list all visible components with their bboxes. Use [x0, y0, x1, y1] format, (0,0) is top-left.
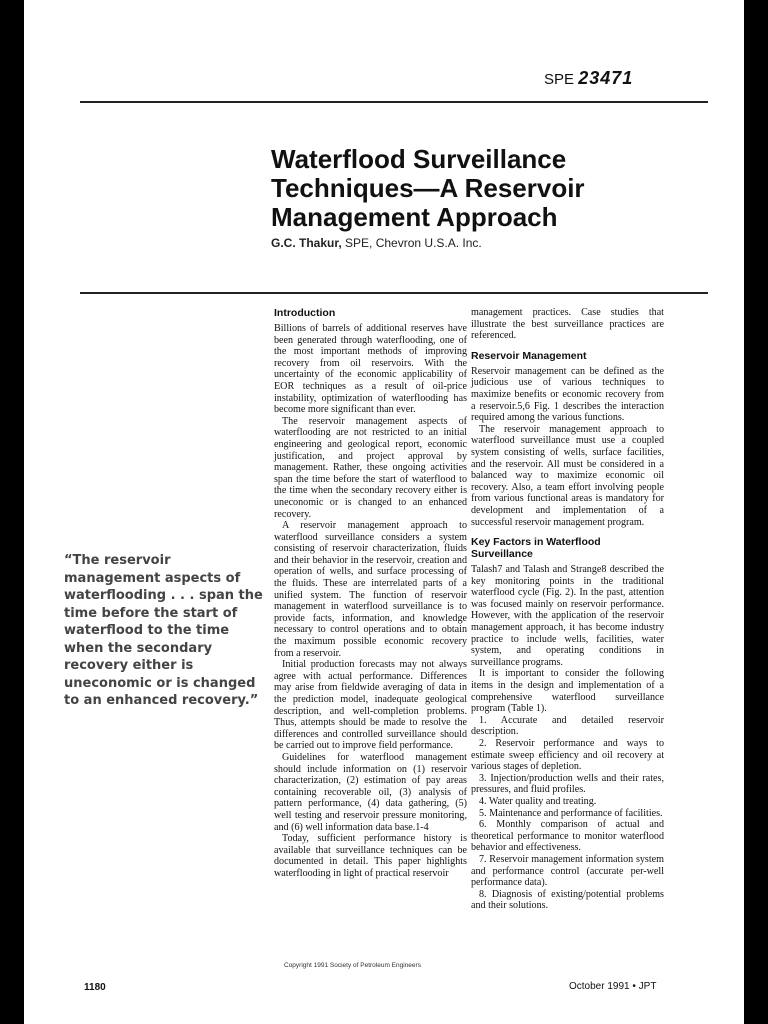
spe-prefix: SPE [544, 71, 575, 88]
section-heading-key-factors: Key Factors in Waterflood Surveillance [471, 536, 601, 561]
list-item: 7. Reservoir management information system and performance control (accurate per-well performance data). [471, 853, 664, 889]
copyright-notice: Copyright 1991 Society of Petroleum Engineers [284, 962, 421, 969]
paragraph: Billions of barrels of additional reserves have been generated through waterflooding, one of the most important methods of improving recovery from oil reservoirs. With the uncertainty of the economic applicability of EOR techniques as a result of oil-price instability, optimization of waterflooding has become more significant than ever. [274, 323, 467, 416]
author-affiliation: SPE, Chevron U.S.A. Inc. [345, 236, 482, 250]
text-column-left [274, 307, 467, 880]
journal-page [24, 0, 744, 1024]
paragraph: The reservoir management aspects of waterflooding are not restricted to an initial engineering and geological report, economic justification, and project approval by management. Rather, these ongoing activities span the time before the start of waterflood to the time when the secondary recovery either is uneconomic or is changed to an enhanced recovery. [274, 415, 467, 520]
page-number: 1180 [84, 982, 106, 993]
paragraph: Initial production forecasts may not always agree with actual performance. Differences may arise from fieldwide averaging of data in the prediction model, inadequate geological description, and well-completion problems. Thus, attempts should be made to resolve the differences and controlled surveillance should be carried out to improve field performance. [274, 659, 467, 752]
section-heading-reservoir-management: Reservoir Management [471, 349, 587, 362]
author-line [271, 236, 482, 250]
paragraph: management practices. Case studies that illustrate the best surveillance practices are referenced. [471, 307, 664, 342]
issue-line: October 1991 • JPT [569, 981, 657, 992]
paragraph: Talash7 and Talash and Strange8 described the key monitoring points in the traditional waterflood cycle (Fig. 2). In the past, attention was focused mainly on reservoir performance. However, with the application of the reservoir management approach, it has become industry practice to include wells, facilities, water system, and operating conditions in surveillance programs. [471, 564, 664, 668]
paragraph: Today, sufficient performance history is available that surveillance techniques can be documented in detail. This paper highlights waterflooding in light of practical reservoir [274, 833, 467, 879]
spe-number: 23471 [578, 68, 634, 88]
title-rule [80, 292, 708, 294]
top-rule [80, 101, 708, 103]
author-name: G.C. Thakur, [271, 236, 342, 250]
list-item: 5. Maintenance and performance of facilities. [479, 807, 663, 819]
list-item: 3. Injection/production wells and their rates, pressures, and fluid profiles. [471, 772, 664, 796]
spe-paper-number [544, 68, 633, 89]
list-item: 6. Monthly comparison of actual and theoretical performance to monitor waterflood behavior and effectiveness. [471, 819, 664, 854]
list-item: 4. Water quality and treating. [479, 795, 597, 807]
list-item: 8. Diagnosis of existing/potential problems and their solutions. [471, 888, 664, 912]
list-item: 2. Reservoir performance and ways to estimate sweep efficiency and oil recovery at various stages of depletion. [471, 738, 664, 773]
paragraph: It is important to consider the following items in the design and implementation of a comprehensive waterflood surveillance program (Table 1). [471, 668, 664, 715]
article-title: Waterflood Surveillance Techniques—A Reservoir Management Approach [271, 144, 585, 232]
paragraph: A reservoir management approach to waterflood surveillance considers a system consisting of reservoir characterization, fluids and their behavior in the reservoir, creation and operation of wells, and surface processing of the fluids. These are interrelated parts of a unified system. The function of reservoir management in waterflood surveillance is to provide facts, information, and knowledge necessary to control operations and to obtain the maximum possible economic recovery from a reservoir. [274, 520, 467, 659]
section-heading-introduction: Introduction [274, 307, 336, 319]
text-column-right [471, 307, 664, 912]
pull-quote: “The reservoir management aspects of waterflooding . . . span the time before the start of waterflood to the time when the secondary recovery either is uneconomic or is changed to an enhanced recovery.” [64, 553, 263, 708]
paragraph: Reservoir management can be defined as the judicious use of various techniques to maximize benefits or economic recovery from a reservoir.5,6 Fig. 1 describes the interaction required among the various functions. [471, 365, 664, 424]
list-item: 1. Accurate and detailed reservoir description. [471, 714, 664, 738]
paragraph: Guidelines for waterflood management should include information on (1) reservoir characterization, (2) estimation of pay areas containing recoverable oil, (3) analysis of pattern performance, (4) data gathering, (5) well testing and reservoir pressure monitoring, and (6) well information data base.1-4 [274, 751, 467, 833]
paragraph: The reservoir management approach to waterflood surveillance must use a coupled system consisting of wells, surface facilities, and the reservoir. All must be considered in a balanced way to maximize economic oil recovery. Also, a team effort involving people from various functional areas is mandatory for development and implementation of a successful reservoir management program. [471, 423, 664, 528]
